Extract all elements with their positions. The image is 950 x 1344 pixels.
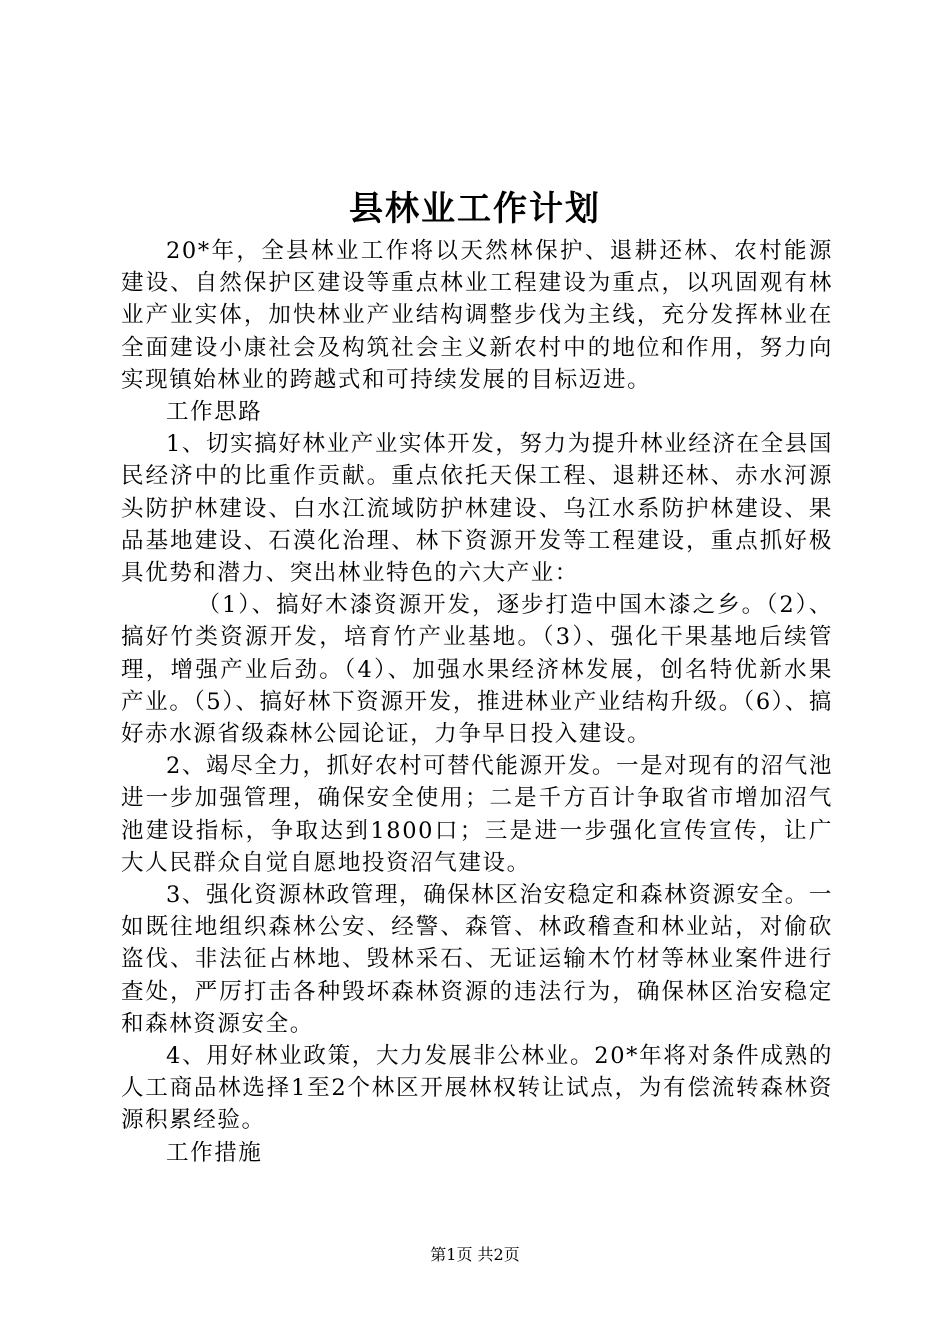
paragraph-item-2: 2、竭尽全力，抓好农村可替代能源开发。一是对现有的沼气池进一步加强管理，确保安全使用；二是千方百计争取省市增加沼气池建设指标，争取达到1800口；三是进一步强化宣传宣传，让广大人民群众自觉自愿地投资沼气建设。 [121, 753, 833, 876]
paragraph-item-4: 4、用好林业政策，大力发展非公林业。20*年将对条件成熟的人工商品林选择1至2个林区开展林权转让试点，为有偿流转森林资源积累经验。 [121, 1043, 833, 1134]
document-title: 县林业工作计划 [349, 189, 601, 229]
page-footer: 第1页 共2页 [430, 1245, 520, 1264]
paragraph-intro: 20*年，全县林业工作将以天然林保护、退耕还林、农村能源建设、自然保护区建设等重点林业工程建设为重点，以巩固观有林业产业实体，加快林业产业结构调整步伐为主线，充分发挥林业在全面建设小康社会及构筑社会主义新农村中的地位和作用，努力向实现镇始林业的跨越式和可持续发展的目标迈进。 [121, 238, 833, 393]
document-body [121, 235, 833, 1169]
paragraph-six-industries: （1）、搞好木漆资源开发，逐步打造中国木漆之乡。（2）、搞好竹类资源开发，培育竹产业基地。（3）、强化干果基地后续管理，增强产业后劲。（4）、加强水果经济林发展，创名特优新水果产业。（5）、搞好林下资源开发，推进林业产业结构升级。（6）、搞好赤水源省级森林公园论证，力争早日投入建设。 [121, 592, 833, 748]
paragraph-item-3: 3、强化资源林政管理，确保林区治安稳定和森林资源安全。一如既往地组织森林公安、经警、森管、林政稽查和林业站，对偷砍盗伐、非法征占林地、毁林采石、无证运输木竹材等林业案件进行查处，严厉打击各种毁坏森林资源的违法行为，确保林区治安稳定和森林资源安全。 [121, 882, 833, 1037]
paragraph-item-1: 1、切实搞好林业产业实体开发，努力为提升林业经济在全县国民经济中的比重作贡献。重点依托天保工程、退耕还林、赤水河源头防护林建设、白水江流域防护林建设、乌江水系防护林建设、果品基地建设、石漠化治理、林下资源开发等工程建设，重点抓好极具优势和潜力、突出林业特色的六大产业： [121, 431, 833, 587]
section-heading-work-measures: 工作措施 [166, 1139, 263, 1166]
section-heading-work-ideas: 工作思路 [166, 399, 263, 426]
